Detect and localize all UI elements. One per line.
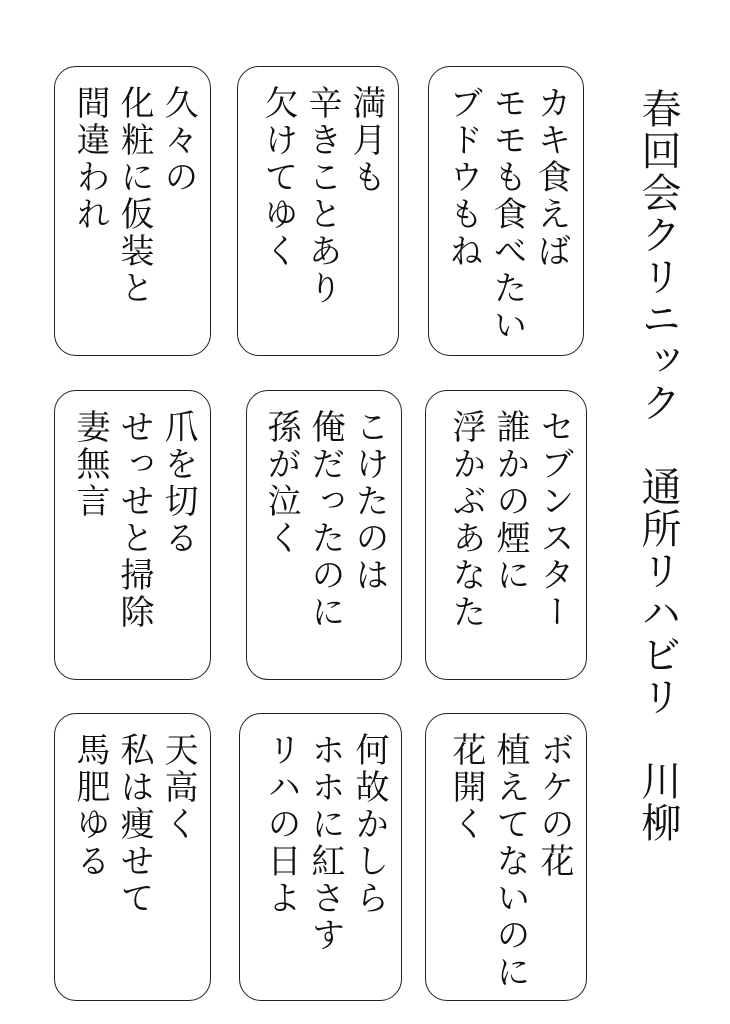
poem-line: 浮かぶあなた <box>446 409 486 631</box>
poem-line: ブドウもね <box>443 85 483 270</box>
poem-line: 久々の <box>158 85 198 196</box>
poem-line: せっせと掃除 <box>114 409 154 631</box>
senryu-poem <box>434 409 576 669</box>
poem-line: 誰かの煙に <box>490 409 530 594</box>
senryu-poem <box>63 409 200 669</box>
senryu-card <box>237 66 399 356</box>
poem-line: セブンスター <box>534 409 574 631</box>
poem-line: 化粧に仮装と <box>114 85 154 307</box>
poem-line: 馬肥ゆる <box>70 732 110 880</box>
poem-line: 爪を切る <box>158 409 198 557</box>
page-title: 春回会クリニック 通所リハビリ 川柳 <box>635 88 681 844</box>
poem-line: ボケの花 <box>534 732 574 880</box>
poem-line: 何故かしら <box>349 732 389 917</box>
senryu-poem <box>63 732 200 990</box>
poem-line: 辛きことあり <box>302 85 342 307</box>
senryu-card <box>54 390 211 680</box>
poem-line: 欠けてゆく <box>258 85 298 270</box>
poem-line: 花開く <box>446 732 486 843</box>
senryu-card <box>54 713 211 1001</box>
poem-line: 妻無言 <box>70 409 110 520</box>
poem-line: 孫が泣く <box>261 409 301 557</box>
senryu-poem <box>248 732 391 990</box>
senryu-poem <box>434 732 576 990</box>
senryu-poem <box>255 409 391 669</box>
senryu-poem <box>246 85 388 345</box>
poem-line: カキ食えば <box>531 85 571 270</box>
senryu-poem <box>63 85 200 345</box>
poem-line: こけたのは <box>349 409 389 594</box>
poem-line: 満月も <box>346 85 386 196</box>
poem-line: 俺だったのに <box>305 409 345 631</box>
poem-line: 天高く <box>158 732 198 843</box>
senryu-card <box>428 66 584 356</box>
poem-line: モモも食べたい <box>487 85 527 344</box>
senryu-poem <box>437 85 573 345</box>
senryu-card <box>54 66 211 356</box>
poem-line: 私は痩せて <box>114 732 154 917</box>
poem-line: ホホに紅さす <box>305 732 345 954</box>
senryu-card <box>425 713 587 1001</box>
senryu-card <box>246 390 402 680</box>
poem-line: リハの日よ <box>261 732 301 917</box>
senryu-card <box>239 713 402 1001</box>
poem-line: 植えてないのに <box>490 732 530 991</box>
senryu-card <box>425 390 587 680</box>
poem-line: 間違われ <box>70 85 110 233</box>
